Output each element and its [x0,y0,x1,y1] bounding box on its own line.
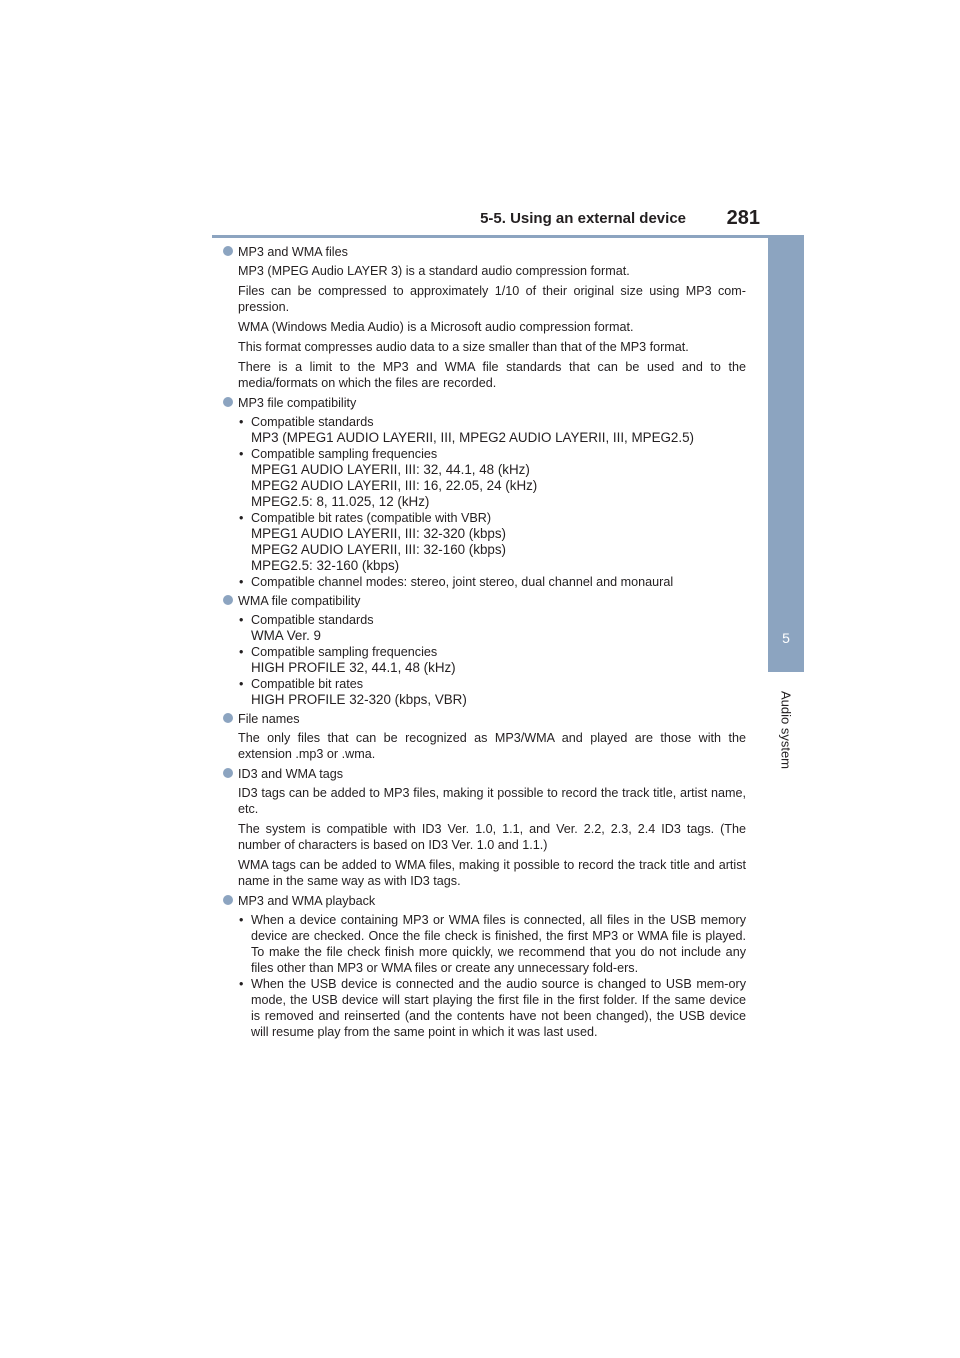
bullet-icon [223,397,233,407]
section [222,766,746,889]
list-item-label: Compatible channel modes: stereo, joint stereo, dual channel and monaural [251,575,674,589]
list-item [238,976,746,1040]
section [222,893,746,1040]
paragraph: WMA tags can be added to WMA files, making it possible to record the track title and artist name in the same way as with ID3 tags. [238,858,746,888]
page-header [212,202,804,238]
list-dot-icon: • [239,575,244,589]
bullet-icon [223,768,233,778]
list-item [238,446,746,510]
list-dot-icon: • [239,645,244,659]
list-item [238,612,746,644]
list-item-label: Compatible standards [251,415,374,429]
section-heading-text: MP3 and WMA files [238,245,348,259]
list-dot-icon: • [239,977,244,991]
section-heading [222,766,746,782]
page-number: 281 [726,207,760,229]
chapter-label-text: Audio system [778,690,794,770]
paragraph: The system is compatible with ID3 Ver. 1.0, 1.1, and Ver. 2.2, 2.3, 2.4 ID3 tags. (The number of characters is based on ID3 Ver. 1.0 and 1.1.) [238,822,746,852]
section [222,395,746,590]
section [222,711,746,762]
bullet-icon [223,895,233,905]
paragraph: ID3 tags can be added to MP3 files, making it possible to record the track title, artist name, etc. [238,786,746,816]
bullet-icon [223,595,233,605]
paragraph: The only files that can be recognized as MP3/WMA and played are those with the extension .mp3 or .wma. [238,731,746,761]
list-item-label: Compatible bit rates [251,677,363,691]
list-item [238,912,746,976]
paragraph: WMA (Windows Media Audio) is a Microsoft audio compression format. [238,320,634,334]
list-item-label: Compatible sampling frequencies [251,447,438,461]
bullet-list [222,414,746,590]
list-item-detail: MPEG1 AUDIO LAYERII, III: 32, 44.1, 48 (kHz) [251,462,530,477]
page-content [222,244,746,1043]
section-heading [222,593,746,609]
list-item [238,676,746,708]
list-item-detail: HIGH PROFILE 32, 44.1, 48 (kHz) [251,660,456,675]
paragraph: MP3 (MPEG Audio LAYER 3) is a standard audio compression format. [238,264,630,278]
list-item-label: When a device containing MP3 or WMA files is connected, all files in the USB memory device are checked. Once the file check is finished, the first MP3 or WMA file is played. To make the file check finish more quickly, we recommend that you do not include any files other than MP3 or WMA files or create any unnecessary fold-ers. [251,913,746,975]
section-heading [222,395,746,411]
paragraph: This format compresses audio data to a size smaller than that of the MP3 format. [238,340,689,354]
list-item [238,644,746,676]
bullet-list [222,912,746,1040]
list-item-detail: MP3 (MPEG1 AUDIO LAYERII, III, MPEG2 AUDIO LAYERII, III, MPEG2.5) [251,430,695,445]
list-item-detail: MPEG1 AUDIO LAYERII, III: 32-320 (kbps) [251,526,507,541]
list-item [238,414,746,446]
section [222,244,746,391]
section-heading [222,893,746,909]
section-heading-text: ID3 and WMA tags [238,767,343,781]
section-heading-text: WMA file compatibility [238,594,361,608]
list-item-label: Compatible bit rates (compatible with VBR) [251,511,492,525]
list-item-label: Compatible sampling frequencies [251,645,438,659]
list-item-detail: MPEG2.5: 8, 11.025, 12 (kHz) [251,494,430,509]
list-item-detail: MPEG2.5: 32-160 (kbps) [251,558,400,573]
list-dot-icon: • [239,613,244,627]
list-item-detail: WMA Ver. 9 [251,628,321,643]
section-heading-text: File names [238,712,300,726]
chapter-number: 5 [782,630,790,646]
section-heading [222,711,746,727]
list-item-detail: HIGH PROFILE 32-320 (kbps, VBR) [251,692,467,707]
list-item [238,510,746,574]
list-item-detail: MPEG2 AUDIO LAYERII, III: 32-160 (kbps) [251,542,507,557]
list-dot-icon: • [239,913,244,927]
list-dot-icon: • [239,415,244,429]
list-dot-icon: • [239,511,244,525]
paragraph: There is a limit to the MP3 and WMA file standards that can be used and to the media/formats on which the files are recorded. [238,360,746,390]
paragraph: Files can be compressed to approximately 1/10 of their original size using MP3 com-pression. [238,284,746,314]
list-item-label: When the USB device is connected and the audio source is changed to USB mem-ory mode, the USB device will start playing the first file in the first folder. If the same device is removed and reinserted (and the contents have not been changed), the USB device will resume play from the same point in which it was last used. [251,977,746,1039]
list-dot-icon: • [239,447,244,461]
section-title: 5-5. Using an external device [480,210,686,227]
bullet-icon [223,246,233,256]
list-item-label: Compatible standards [251,613,374,627]
section [222,593,746,708]
list-dot-icon: • [239,677,244,691]
bullet-icon [223,713,233,723]
section-heading-text: MP3 and WMA playback [238,894,376,908]
chapter-tab [768,235,804,672]
section-heading [222,244,746,260]
list-item [238,574,746,590]
section-heading-text: MP3 file compatibility [238,396,357,410]
list-item-detail: MPEG2 AUDIO LAYERII, III: 16, 22.05, 24 (kHz) [251,478,538,493]
bullet-list [222,612,746,708]
chapter-label [768,685,804,775]
